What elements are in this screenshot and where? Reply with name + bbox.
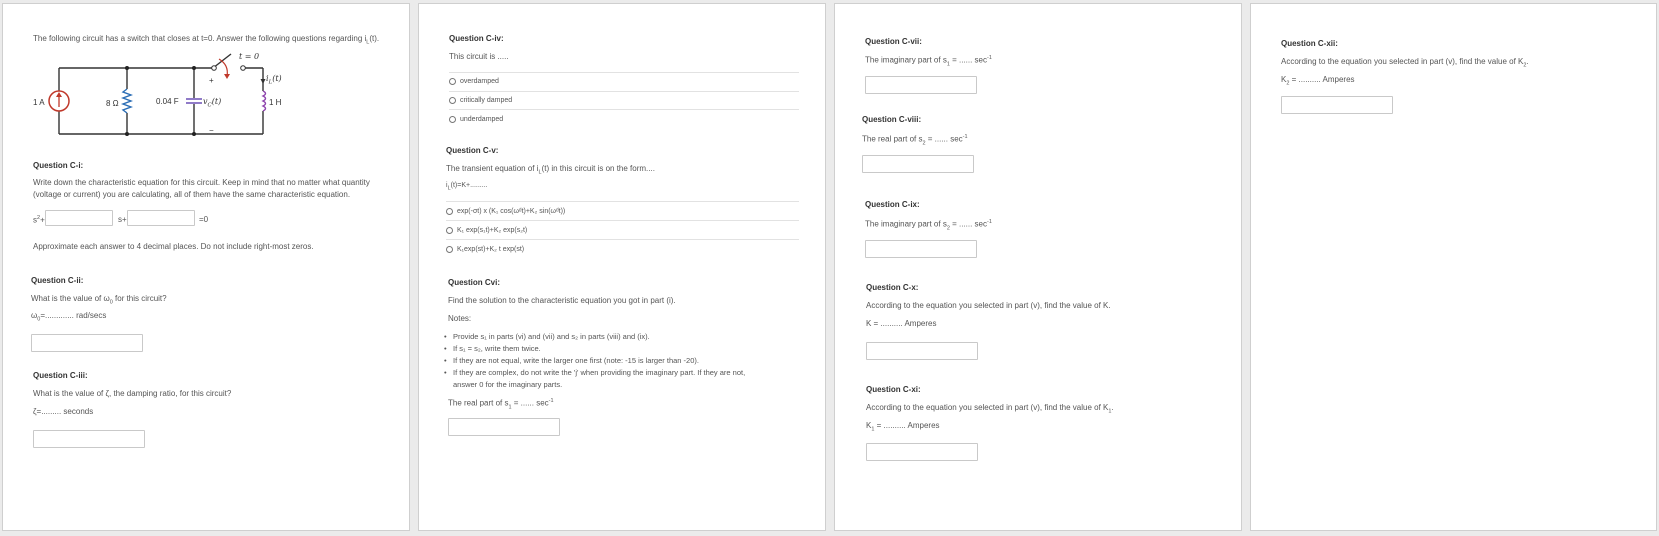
question-c-ii-title: Question C-ii: [31,276,84,285]
omega0-input[interactable] [31,334,143,352]
char-eq-coef-1-input[interactable] [45,210,113,226]
note-bullet: • If s₁ = s₂, write them twice. [453,344,541,353]
option-overdamped[interactable]: overdamped [449,78,499,85]
s1-imag-input[interactable] [865,76,977,94]
approx-note: Approximate each answer to 4 decimal places. Do not include right-most zeros. [33,242,314,251]
question-c-ix-title: Question C-ix: [865,200,920,209]
k-input[interactable] [866,342,978,360]
resistor [123,89,131,113]
question-c-iv-text: This circuit is ..... [449,52,509,61]
option-overdamped-form[interactable]: K₁ exp(s₁t)+K₂ exp(s₂t) [446,227,527,234]
note-bullet: • Provide s₁ in parts (vi) and (vii) and s₂ in parts (viii) and (ix). [453,332,650,341]
question-c-iv-title: Question C-iv: [449,34,504,43]
question-c-xi-title: Question C-xi: [866,385,921,394]
question-c-ix-label: The imaginary part of $s_2$ = ...... $\sec^{-1}$ [865,219,992,232]
option-underdamped-form[interactable]: exp(-σt) x (K₁ cos(ωᵈt)+K₂ sin(ωᵈt)) [446,208,565,215]
panel-3 [834,3,1242,531]
inductor-label: 1 H [269,98,282,107]
resistor-label: 8 Ω [106,99,119,108]
panel-4 [1250,3,1657,531]
question-c-i-title: Question C-i: [33,161,84,170]
radio-icon[interactable] [449,116,456,123]
question-c-iii-title: Question C-iii: [33,371,88,380]
panel-1 [2,3,410,531]
question-c-xi-text: According to the equation you selected in part (v), find the value of $K_1$. [866,403,1114,415]
option-underdamped[interactable]: underdamped [449,116,503,123]
option-critically-damped[interactable]: critically damped [449,97,512,104]
inductor [263,91,266,111]
question-c-ii-text: What is the value of $\omega_0$ for this circuit? [31,294,167,306]
switch-label: t = 0 [239,52,260,61]
question-c-xii-answer-label: $K_2$ = .......... Amperes [1281,75,1355,87]
note-bullet: • If they are not equal, write the larger one first (note: -15 is larger than -20). [453,356,699,365]
question-c-vii-title: Question C-vii: [865,37,922,46]
question-c-xii-title: Question C-xii: [1281,39,1338,48]
question-c-iii-text: What is the value of ζ, the damping ratio, for this circuit? [33,389,232,398]
question-c-v-text: The transient equation of $i_L(t)$ in this circuit is on the form.... [446,164,655,176]
s2-imag-input[interactable] [865,240,977,258]
eq-s-squared: $s^2+$ [33,215,45,225]
vc-label: $v_C(t)$ [203,97,222,109]
question-c-vi-text: Find the solution to the characteristic equation you got in part (i). [448,296,676,305]
circuit-diagram [31,49,331,149]
question-c-v-form: $i_L(t)=K+$......... [446,182,488,192]
node-dot [125,66,129,70]
capacitor-label: 0.04 F [156,97,179,106]
question-c-vi-answer-label: The real part of $s_1$ = ...... $\sec^{-1}$ [448,398,554,411]
source-label: 1 A [33,98,45,107]
k1-input[interactable] [866,443,978,461]
radio-icon[interactable] [449,97,456,104]
radio-icon[interactable] [446,246,453,253]
question-c-xi-answer-label: $K_1$ = .......... Amperes [866,421,940,433]
radio-icon[interactable] [449,78,456,85]
question-c-iii-answer-label: ζ=......... seconds [33,407,94,416]
node-dot [192,132,196,136]
s2-real-input[interactable] [862,155,974,173]
question-c-vi-notes: Notes: [448,314,472,323]
note-continuation: answer 0 for the imaginary parts. [453,380,563,389]
eq-s: s+ [118,215,127,224]
node-dot [125,132,129,136]
note-bullet: • If they are complex, do not write the 'j' when providing the imaginary part. If they are not, [453,368,745,377]
node-dot [192,66,196,70]
eq-zero: =0 [199,215,209,224]
question-c-x-title: Question C-x: [866,283,919,292]
panel-2 [418,3,826,531]
minus-label: − [209,126,214,135]
question-c-viii-label: The real part of $s_2$ = ...... $\sec^{-1}$ [862,134,968,147]
plus-label: + [209,76,214,85]
question-c-x-answer-label: K = .......... Amperes [866,319,937,328]
s1-real-input[interactable] [448,418,560,436]
question-c-vii-label: The imaginary part of $s_1$ = ...... $\sec^{-1}$ [865,55,992,68]
radio-icon[interactable] [446,227,453,234]
radio-icon[interactable] [446,208,453,215]
char-eq-coef-2-input[interactable] [127,210,195,226]
question-c-v-title: Question C-v: [446,146,499,155]
question-c-i-text-2: (voltage or current) you are calculating, all of them have the same characteristic equation. [33,190,351,199]
question-c-vi-title: Question Cvi: [448,278,501,287]
question-c-xii-text: According to the equation you selected in part (v), find the value of $K_2$. [1281,57,1529,69]
question-c-viii-title: Question C-viii: [862,115,922,124]
question-c-x-text: According to the equation you selected in part (v), find the value of K. [866,301,1111,310]
k2-input[interactable] [1281,96,1393,114]
zeta-input[interactable] [33,430,145,448]
il-label: $i_L(t)$ [266,74,282,86]
question-c-ii-answer-label: $\omega_0=$............. rad/secs [31,311,107,323]
option-critical-form[interactable]: K₁exp(st)+K₂ t exp(st) [446,246,524,253]
question-c-i-text-1: Write down the characteristic equation for this circuit. Keep in mind that no matter what quantity [33,178,370,187]
intro-text: The following circuit has a switch that closes at t=0. Answer the following questions regarding $i_L(t)$. [33,34,380,46]
